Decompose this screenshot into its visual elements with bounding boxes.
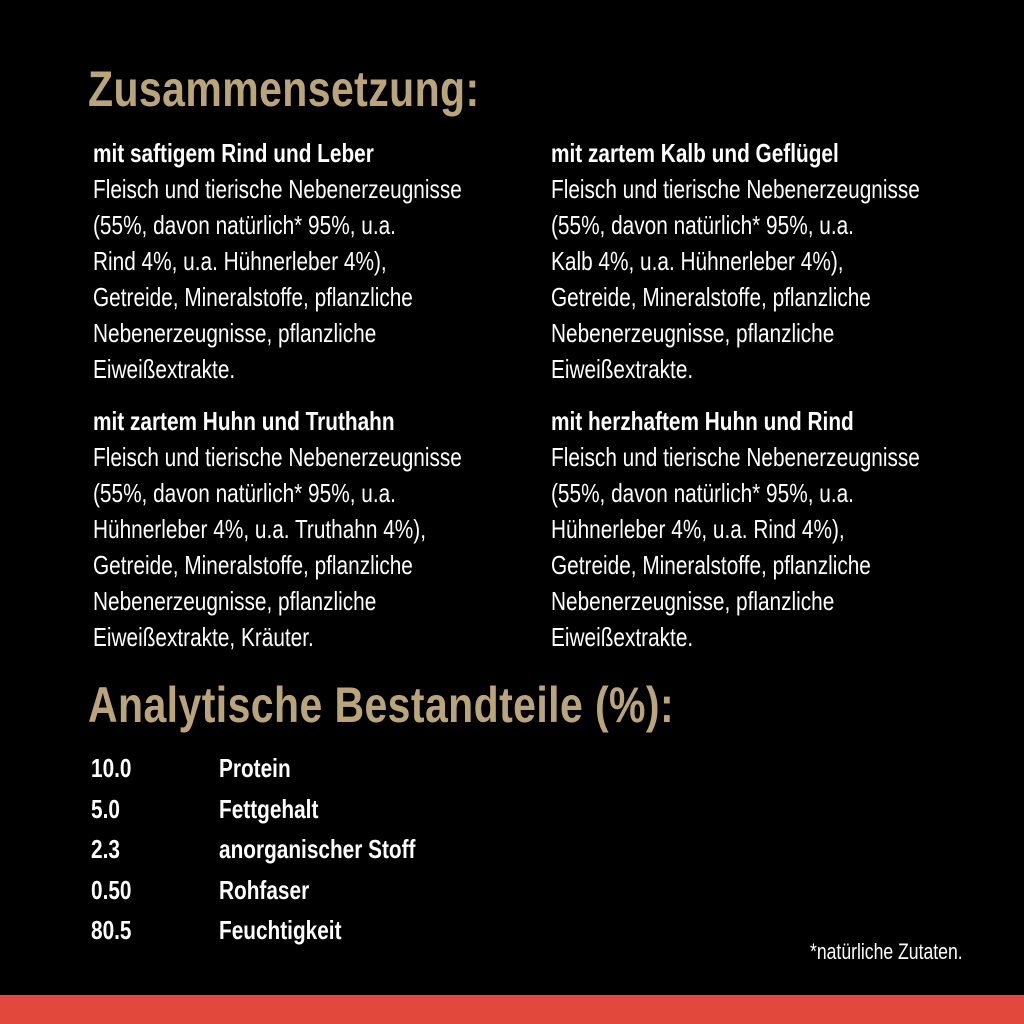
recipe-kalb-gefluegel [551, 135, 981, 387]
recipe-line: (55%, davon natürlich* 95%, u.a. [551, 478, 854, 508]
analysis-heading: Analytische Bestandteile (%): [88, 677, 675, 733]
analysis-value: 10.0 [91, 753, 132, 783]
recipe-line: Eiweißextrakte. [93, 354, 236, 384]
recipe-line: (55%, davon natürlich* 95%, u.a. [93, 478, 396, 508]
recipe-huhn-truthahn [93, 403, 523, 655]
analysis-value: 5.0 [91, 793, 120, 824]
recipe-line: Fleisch und tierische Nebenerzeugnisse [551, 174, 920, 204]
recipe-line: (55%, davon natürlich* 95%, u.a. [551, 210, 854, 240]
recipe-line: Nebenerzeugnisse, pflanzliche [93, 586, 377, 616]
recipe-line: Eiweißextrakte, Kräuter. [93, 622, 314, 652]
recipe-line: Fleisch und tierische Nebenerzeugnisse [93, 174, 462, 204]
recipe-line: Nebenerzeugnisse, pflanzliche [93, 318, 377, 348]
recipe-line: Eiweißextrakte. [551, 354, 694, 384]
analysis-label: Fettgehalt [219, 793, 319, 824]
recipe-title: mit zartem Huhn und Truthahn [93, 406, 395, 436]
recipe-line: Getreide, Mineralstoffe, pflanzliche [551, 282, 871, 312]
recipe-line: Rind 4%, u.a. Hühnerleber 4%), [93, 246, 387, 276]
recipe-line: Hühnerleber 4%, u.a. Truthahn 4%), [93, 514, 426, 544]
recipe-title: mit zartem Kalb und Geflügel [551, 138, 839, 168]
recipe-rind-leber [93, 135, 523, 387]
recipe-line: Eiweißextrakte. [551, 622, 694, 652]
recipe-line: (55%, davon natürlich* 95%, u.a. [93, 210, 396, 240]
analysis-value: 2.3 [91, 834, 120, 864]
analysis-label: Feuchtigkeit [219, 915, 342, 945]
recipe-line: Nebenerzeugnisse, pflanzliche [551, 586, 835, 616]
recipe-line: Getreide, Mineralstoffe, pflanzliche [93, 550, 413, 580]
analysis-label: Rohfaser [219, 874, 310, 905]
recipe-line: Fleisch und tierische Nebenerzeugnisse [93, 442, 462, 472]
analysis-label: Protein [219, 753, 291, 783]
recipe-huhn-rind [551, 403, 981, 655]
recipe-line: Fleisch und tierische Nebenerzeugnisse [551, 442, 920, 472]
recipe-title: mit saftigem Rind und Leber [93, 138, 374, 168]
recipe-line: Kalb 4%, u.a. Hühnerleber 4%), [551, 246, 844, 276]
recipe-line: Getreide, Mineralstoffe, pflanzliche [93, 282, 413, 312]
analysis-value: 0.50 [91, 874, 132, 905]
recipe-line: Getreide, Mineralstoffe, pflanzliche [551, 550, 871, 580]
recipe-line: Hühnerleber 4%, u.a. Rind 4%), [551, 514, 845, 544]
recipe-title: mit herzhaftem Huhn und Rind [551, 406, 854, 436]
analysis-value: 80.5 [91, 915, 132, 945]
accent-bar [0, 995, 1024, 1024]
recipe-line: Nebenerzeugnisse, pflanzliche [551, 318, 835, 348]
composition-heading: Zusammensetzung: [88, 61, 480, 117]
analysis-label: anorganischer Stoff [219, 834, 416, 864]
footnote: *natürliche Zutaten. [810, 939, 963, 964]
